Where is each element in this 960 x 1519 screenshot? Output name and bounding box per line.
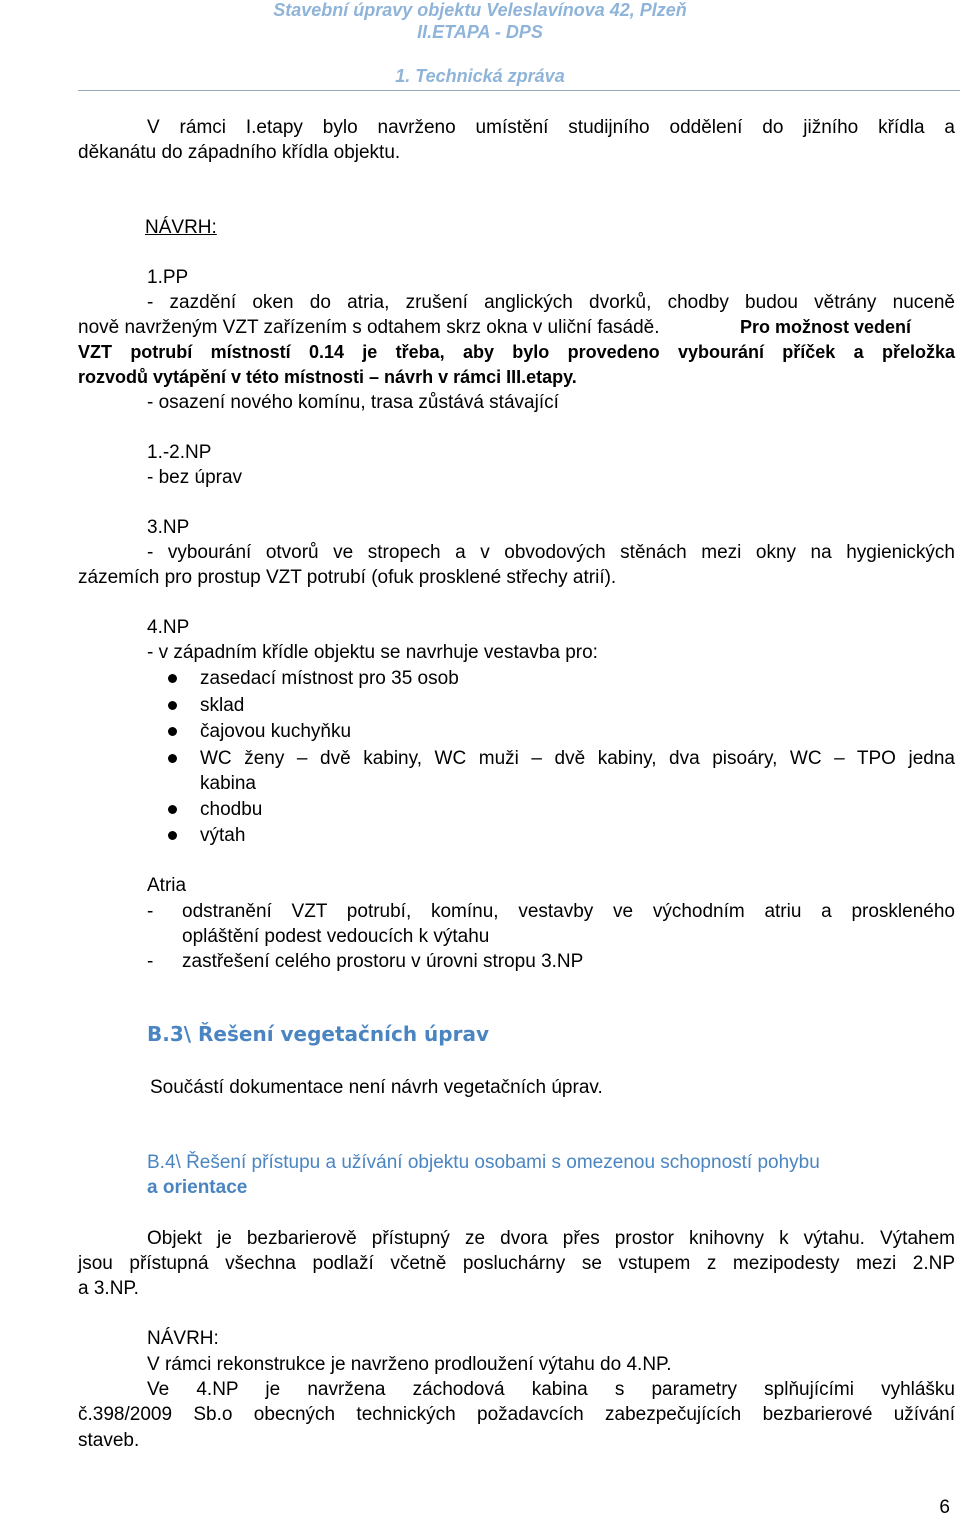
b4-para-line-2: jsou přístupná všechna podlaží včetně posluchárny se vstupem z mezipodesty mezi 2.NP — [78, 1253, 955, 1274]
b4-heading-line-2: a orientace — [147, 1177, 248, 1198]
np4-item: zasedací místnost pro 35 osob — [200, 668, 459, 689]
bullet-icon — [168, 701, 177, 710]
b4-para-line-1: Objekt je bezbarierově přístupný ze dvora přes prostor knihovny k výtahu. Výtahem — [147, 1228, 955, 1249]
atria-dash: - — [147, 901, 154, 922]
page-number: 6 — [939, 1497, 950, 1518]
bullet-icon — [168, 831, 177, 840]
atria-item-2: zastřešení celého prostoru v úrovni stropu 3.NP — [182, 951, 584, 972]
pp-line-5: - osazení nového komínu, trasa zůstává stávající — [147, 392, 559, 413]
atria-item-1: odstranění VZT potrubí, komínu, vestavby ve východním atriu a proskleného — [182, 901, 955, 922]
bullet-icon — [168, 754, 177, 763]
np12-title: 1.-2.NP — [147, 442, 212, 463]
b4-navrh-heading: NÁVRH: — [147, 1328, 219, 1349]
bullet-icon — [168, 805, 177, 814]
b4-para-line-3: a 3.NP. — [78, 1278, 139, 1299]
header-divider — [78, 90, 960, 91]
np4-title: 4.NP — [147, 617, 190, 638]
np4-item: výtah — [200, 825, 246, 846]
b3-heading: B.3\ Řešení vegetačních úprav — [147, 1022, 490, 1046]
np3-line-2: zázemích pro prostup VZT potrubí (ofuk prosklené střechy atrií). — [78, 567, 617, 588]
np4-item-continuation: kabina — [200, 773, 256, 794]
intro-line-2: děkanátu do západního křídla objektu. — [78, 142, 401, 163]
atria-item-1-continuation: opláštění podest vedoucích k výtahu — [182, 926, 490, 947]
b4-navrh-line-1: V rámci rekonstrukce je navrženo prodloužení výtahu do 4.NP. — [147, 1354, 672, 1375]
np3-line-1: - vybourání otvorů ve stropech a v obvodových stěnách mezi okny na hygienických — [147, 542, 955, 563]
navrh-heading: NÁVRH: — [145, 217, 217, 238]
np4-item: WC ženy – dvě kabiny, WC muži – dvě kabiny, dva pisoáry, WC – TPO jedna — [200, 748, 955, 769]
pp-line-2a: nově navrženým VZT zařízením s odtahem skrz okna v uliční fasádě. — [78, 317, 660, 338]
bullet-icon — [168, 727, 177, 736]
pp-line-2b: Pro možnost vedení — [740, 317, 912, 337]
b4-navrh-line-4: staveb. — [78, 1430, 140, 1451]
np4-line-1: - v západním křídle objektu se navrhuje vestavba pro: — [147, 642, 598, 663]
pp-title: 1.PP — [147, 267, 189, 288]
atria-title: Atria — [147, 875, 187, 896]
np4-item: čajovou kuchyňku — [200, 721, 352, 742]
b3-text: Součástí dokumentace není návrh vegetačních úprav. — [150, 1077, 603, 1098]
b4-heading-line-1: B.4\ Řešení přístupu a užívání objektu osobami s omezenou schopností pohybu — [147, 1152, 820, 1173]
atria-dash: - — [147, 951, 154, 972]
b4-navrh-line-3: č.398/2009 Sb.o obecných technických požadavcích zabezpečujících bezbarierové užívání — [78, 1404, 955, 1425]
np4-item: sklad — [200, 695, 245, 716]
np4-item: chodbu — [200, 799, 263, 820]
pp-line-1: - zazdění oken do atria, zrušení anglických dvorků, chodby budou větrány nuceně — [147, 292, 955, 313]
pp-line-3: VZT potrubí místností 0.14 je třeba, aby bylo provedeno vybourání příček a přeložka — [78, 342, 955, 362]
bullet-icon — [168, 674, 177, 683]
document-header-title: Stavební úpravy objektu Veleslavínova 42, Plzeň — [273, 0, 687, 20]
document-header-section: 1. Technická zpráva — [395, 66, 565, 86]
pp-line-4: rozvodů vytápění v této místnosti – návrh v rámci III.etapy. — [78, 367, 577, 387]
intro-line-1: V rámci I.etapy bylo navrženo umístění studijního oddělení do jižního křídla a — [147, 117, 955, 138]
np12-line-1: - bez úprav — [147, 467, 243, 488]
np3-title: 3.NP — [147, 517, 190, 538]
b4-navrh-line-2: Ve 4.NP je navržena záchodová kabina s parametry splňujícími vyhlášku — [147, 1379, 955, 1400]
document-header-phase: II.ETAPA - DPS — [417, 22, 543, 42]
